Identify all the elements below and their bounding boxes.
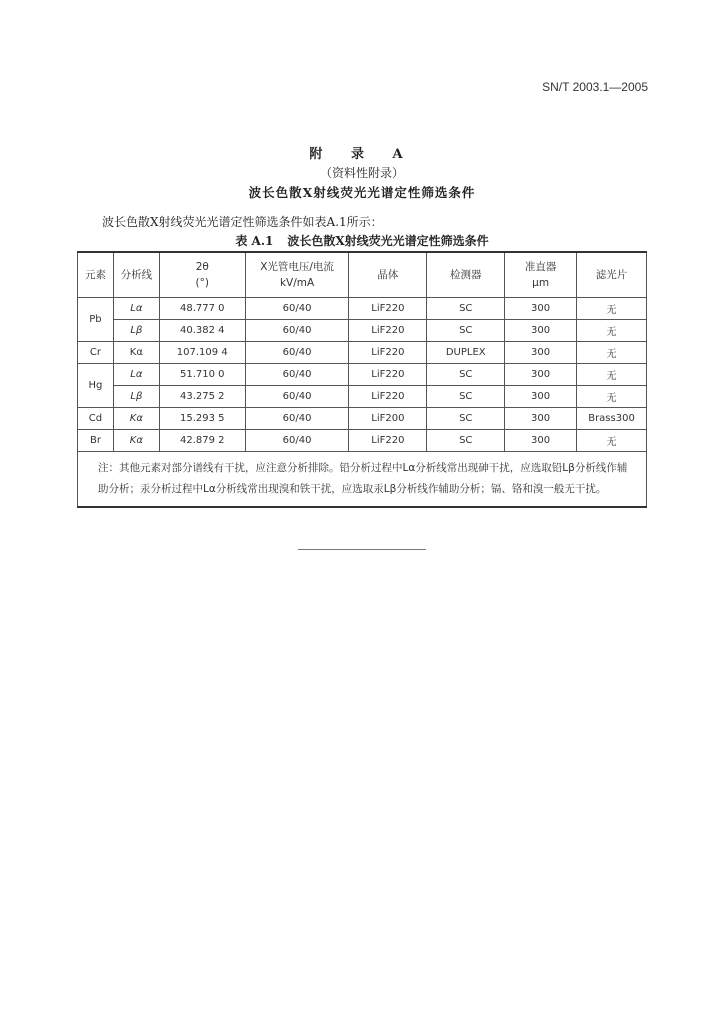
cell-collimator: 300 — [505, 342, 577, 364]
table-row — [78, 386, 647, 408]
cell-filter: 无 — [577, 364, 647, 386]
table-row — [78, 342, 647, 364]
cell-element: Cr — [78, 342, 114, 364]
cell-filter: 无 — [577, 298, 647, 320]
table-note-row — [78, 452, 647, 508]
cell-line: Kα — [113, 430, 159, 452]
cell-detector: SC — [427, 298, 505, 320]
cell-crystal: LiF220 — [349, 320, 427, 342]
table-number: 表 A.1 — [235, 234, 274, 248]
cell-collimator: 300 — [505, 364, 577, 386]
cell-angle: 15.293 5 — [159, 408, 245, 430]
cell-collimator: 300 — [505, 386, 577, 408]
cell-line: Lα — [113, 298, 159, 320]
cell-filter: 无 — [577, 342, 647, 364]
cell-collimator: 300 — [505, 408, 577, 430]
cell-element: Cd — [78, 408, 114, 430]
cell-tube: 60/40 — [245, 386, 349, 408]
cell-detector: SC — [427, 430, 505, 452]
table-caption — [0, 232, 724, 249]
cell-tube: 60/40 — [245, 342, 349, 364]
cell-line: Lβ — [113, 386, 159, 408]
header-line: 分析线 — [113, 252, 159, 298]
cell-line: Lα — [113, 364, 159, 386]
header-tube: X光管电压/电流 kV/mA — [245, 252, 349, 298]
cell-filter: 无 — [577, 320, 647, 342]
cell-collimator: 300 — [505, 320, 577, 342]
header-crystal: 晶体 — [349, 252, 427, 298]
cell-angle: 40.382 4 — [159, 320, 245, 342]
cell-detector: SC — [427, 386, 505, 408]
cell-angle: 48.777 0 — [159, 298, 245, 320]
table-row — [78, 364, 647, 386]
cell-collimator: 300 — [505, 298, 577, 320]
cell-filter: 无 — [577, 386, 647, 408]
cell-collimator: 300 — [505, 430, 577, 452]
cell-detector: SC — [427, 408, 505, 430]
header-collimator: 准直器 μm — [505, 252, 577, 298]
cell-element: Hg — [78, 364, 114, 408]
conditions-table — [77, 251, 647, 508]
cell-line: Kα — [113, 342, 159, 364]
end-rule — [298, 549, 426, 550]
header-element: 元素 — [78, 252, 114, 298]
cell-crystal: LiF220 — [349, 342, 427, 364]
cell-crystal: LiF220 — [349, 430, 427, 452]
cell-angle: 107.109 4 — [159, 342, 245, 364]
appendix-title: 附 录 A — [309, 147, 415, 162]
table-row — [78, 430, 647, 452]
table-row — [78, 408, 647, 430]
appendix-name: 波长色散X射线荧光光谱定性筛选条件 — [248, 185, 476, 200]
table-note: 注：其他元素对部分谱线有干扰，应注意分析排除。铅分析过程中Lα分析线常出现砷干扰，应选取铅Lβ分析线作辅助分析；汞分析过程中Lα分析线常出现溴和铁干扰，应选取汞Lβ分析线作辅助分析；镉、铬和溴一般无干扰。 — [78, 452, 647, 508]
header-angle: 2θ (°) — [159, 252, 245, 298]
cell-detector: SC — [427, 364, 505, 386]
cell-tube: 60/40 — [245, 430, 349, 452]
cell-tube: 60/40 — [245, 298, 349, 320]
cell-tube: 60/40 — [245, 320, 349, 342]
table-row — [78, 298, 647, 320]
intro-text: 波长色散X射线荧光光谱定性筛选条件如表A.1所示： — [102, 215, 383, 229]
cell-crystal: LiF200 — [349, 408, 427, 430]
appendix-subtitle: （资料性附录） — [319, 166, 404, 180]
cell-line: Lβ — [113, 320, 159, 342]
cell-filter: Brass300 — [577, 408, 647, 430]
table-row — [78, 320, 647, 342]
cell-tube: 60/40 — [245, 364, 349, 386]
cell-line: Kα — [113, 408, 159, 430]
cell-crystal: LiF220 — [349, 364, 427, 386]
header-detector: 检测器 — [427, 252, 505, 298]
cell-element: Pb — [78, 298, 114, 342]
cell-tube: 60/40 — [245, 408, 349, 430]
cell-detector: DUPLEX — [427, 342, 505, 364]
standard-code: SN/T 2003.1—2005 — [542, 80, 648, 94]
cell-angle: 51.710 0 — [159, 364, 245, 386]
cell-angle: 43.275 2 — [159, 386, 245, 408]
header-filter: 滤光片 — [577, 252, 647, 298]
cell-angle: 42.879 2 — [159, 430, 245, 452]
cell-crystal: LiF220 — [349, 386, 427, 408]
cell-filter: 无 — [577, 430, 647, 452]
cell-detector: SC — [427, 320, 505, 342]
cell-crystal: LiF220 — [349, 298, 427, 320]
cell-element: Br — [78, 430, 114, 452]
table-title: 波长色散X射线荧光光谱定性筛选条件 — [287, 234, 489, 248]
table-header-row — [78, 252, 647, 298]
